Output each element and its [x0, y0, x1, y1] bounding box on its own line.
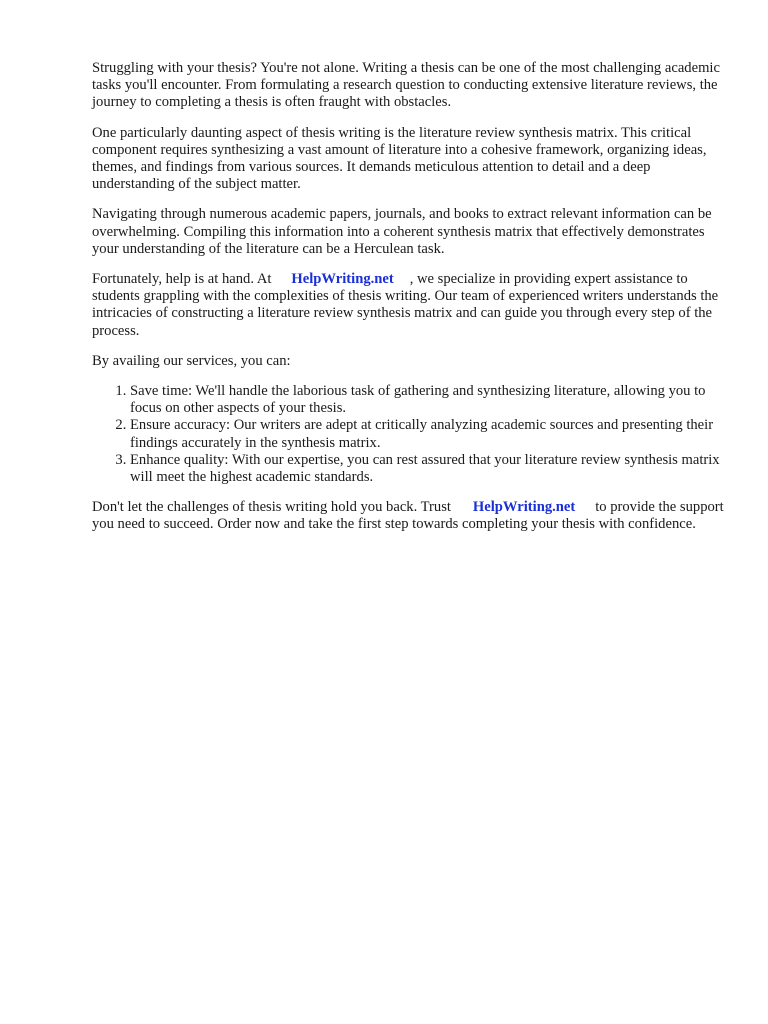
- helpwriting-link[interactable]: HelpWriting.net: [291, 271, 394, 288]
- intro-paragraph: Struggling with your thesis? You're not alone. Writing a thesis can be one of the most challenging academic tasks you'll encounter. From formulating a research question to conducting extensive literature reviews, the journey to completing a thesis is often fraught with obstacles.: [92, 60, 720, 111]
- list-item: 1. Save time: We'll handle the laborious task of gathering and synthesizing literature, allowing you to focus on other aspects of your thesis.: [130, 383, 732, 417]
- list-item: 3. Enhance quality: With our expertise, you can rest assured that your literature review synthesis matrix will meet the highest academic standards.: [130, 452, 732, 486]
- closing-paragraph: [92, 499, 732, 533]
- help-paragraph-lead: Fortunately, help is at hand. At: [92, 271, 272, 288]
- help-paragraph: [92, 271, 732, 340]
- navigating-paragraph: Navigating through numerous academic papers, journals, and books to extract relevant information can be overwhelming. Compiling this information into a coherent synthesis matrix that effectively demonstrates your understanding of the literature can be a Herculean task.: [92, 206, 712, 257]
- help-paragraph-tail: , we specialize in providing expert assistance to students grappling with the complexities of thesis writing. Our team of experienced writers understands the intricacies of constructing a literature review synthesis matrix and can guide you through every step of the process.: [92, 271, 719, 339]
- services-intro-paragraph: By availing our services, you can:: [92, 352, 291, 369]
- helpwriting-link-closing[interactable]: HelpWriting.net: [472, 499, 576, 516]
- closing-paragraph-tail: to provide the support you need to succeed. Order now and take the first step towards completing your thesis with confidence.: [92, 499, 724, 533]
- synthesis-matrix-paragraph: One particularly daunting aspect of thesis writing is the literature review synthesis matrix. This critical component requires synthesizing a vast amount of literature into a cohesive framework, organizing ideas, themes, and findings from various sources. It demands meticulous attention to detail and a deep understanding of the subject matter.: [92, 124, 707, 193]
- list-item: 2. Ensure accuracy: Our writers are adept at critically analyzing academic sources and presenting their findings accurately in the synthesis matrix.: [130, 417, 732, 451]
- document-page: [92, 60, 732, 547]
- closing-paragraph-lead: Don't let the challenges of thesis writing hold you back. Trust: [92, 499, 451, 516]
- benefits-list: [92, 383, 732, 486]
